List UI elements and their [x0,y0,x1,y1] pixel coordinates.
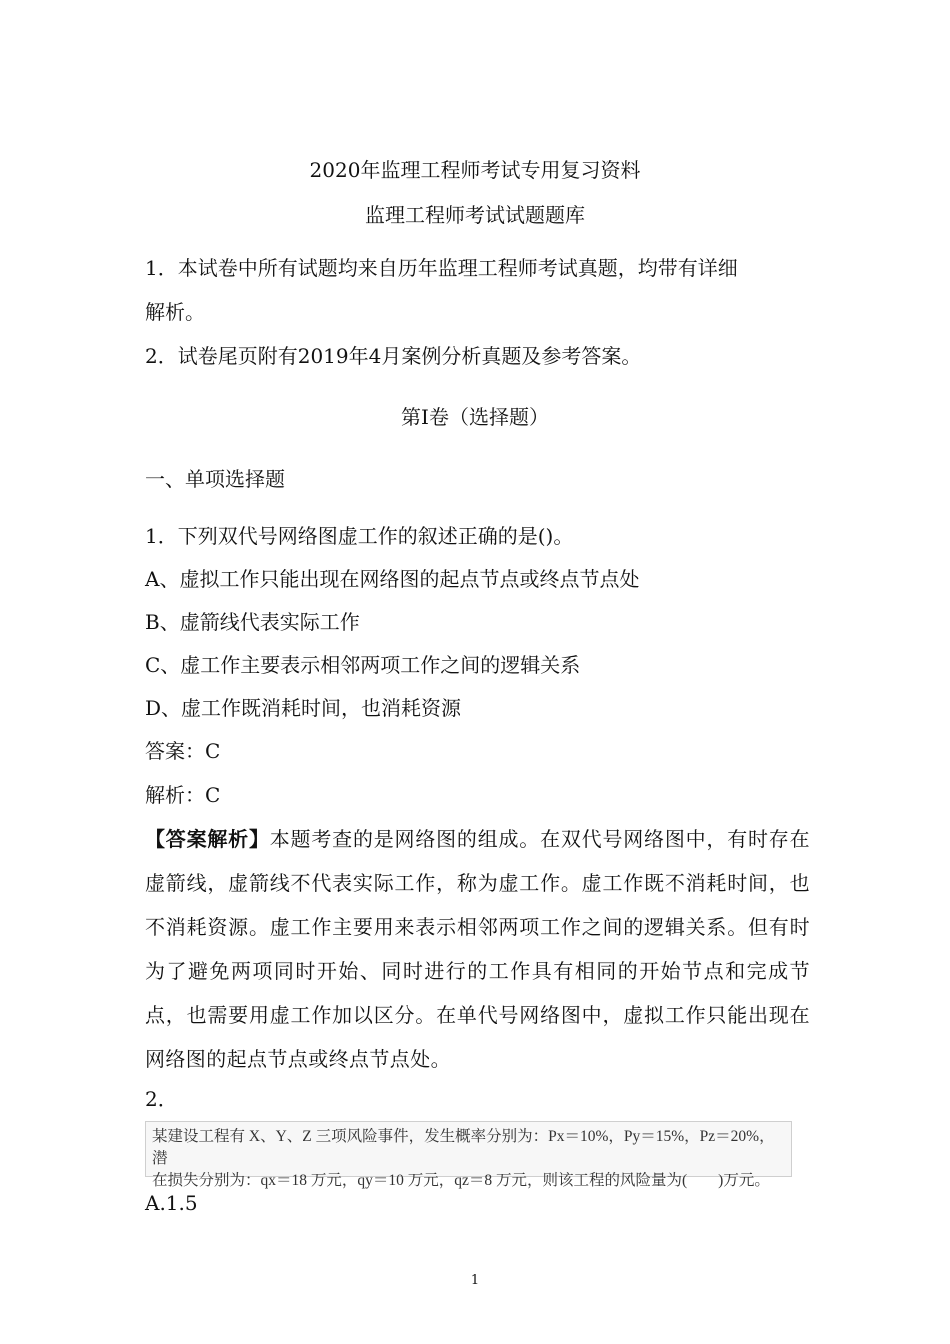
question-2-stem-line-2: 在损失分别为：qx＝18 万元，qy＝10 万元，qz＝8 万元，则该工程的风险量为( )万元。 [152,1172,770,1189]
question-1-explanation [145,817,810,1081]
page-number: 1 [470,1273,480,1288]
part-title: 一、单项选择题 [145,467,285,491]
question-1-analysis: 解析：C [145,783,221,807]
question-1-option-a: A、虚拟工作只能出现在网络图的起点节点或终点节点处 [145,567,640,591]
note-2: 2．试卷尾页附有2019年4月案例分析真题及参考答案。 [145,344,642,368]
explanation-label: 【答案解析】 [145,827,270,851]
volume-title: 第Ⅰ卷（选择题） [401,405,549,429]
document-title: 2020年监理工程师考试专用复习资料 [309,158,641,182]
question-2-number: 2． [145,1087,178,1111]
explanation-body: 本题考查的是网络图的组成。在双代号网络图中，有时存在虚箭线，虚箭线不代表实际工作，称为虚工作。虚工作既不消耗时间，也不消耗资源。虚工作主要用来表示相邻两项工作之间的逻辑关系。但有时为了避免两项同时开始、同时进行的工作具有相同的开始节点和完成节点，也需要用虚工作加以区分。在单代号网络图中，虚拟工作只能出现在网络图的起点节点或终点节点处。 [145,827,810,1071]
question-1-option-c: C、虚工作主要表示相邻两项工作之间的逻辑关系 [145,653,581,677]
question-1-stem: 1．下列双代号网络图虚工作的叙述正确的是()。 [145,524,574,548]
question-2-stem-line-1: 某建设工程有 X、Y、Z 三项风险事件，发生概率分别为：Px＝10%，Py＝15%，Pz＝20%，潜 [152,1128,775,1167]
note-1-line-1: 1．本试卷中所有试题均来自历年监理工程师考试真题，均带有详细 [145,256,738,280]
question-2-option-a: A.1.5 [145,1191,198,1215]
question-1-answer: 答案：C [145,739,221,763]
question-1-option-d: D、虚工作既消耗时间，也消耗资源 [145,696,462,720]
question-1-option-b: B、虚箭线代表实际工作 [145,610,360,634]
note-1-line-2: 解析。 [145,300,205,324]
document-subtitle: 监理工程师考试试题题库 [365,203,585,227]
question-2-stem-image [145,1121,792,1189]
